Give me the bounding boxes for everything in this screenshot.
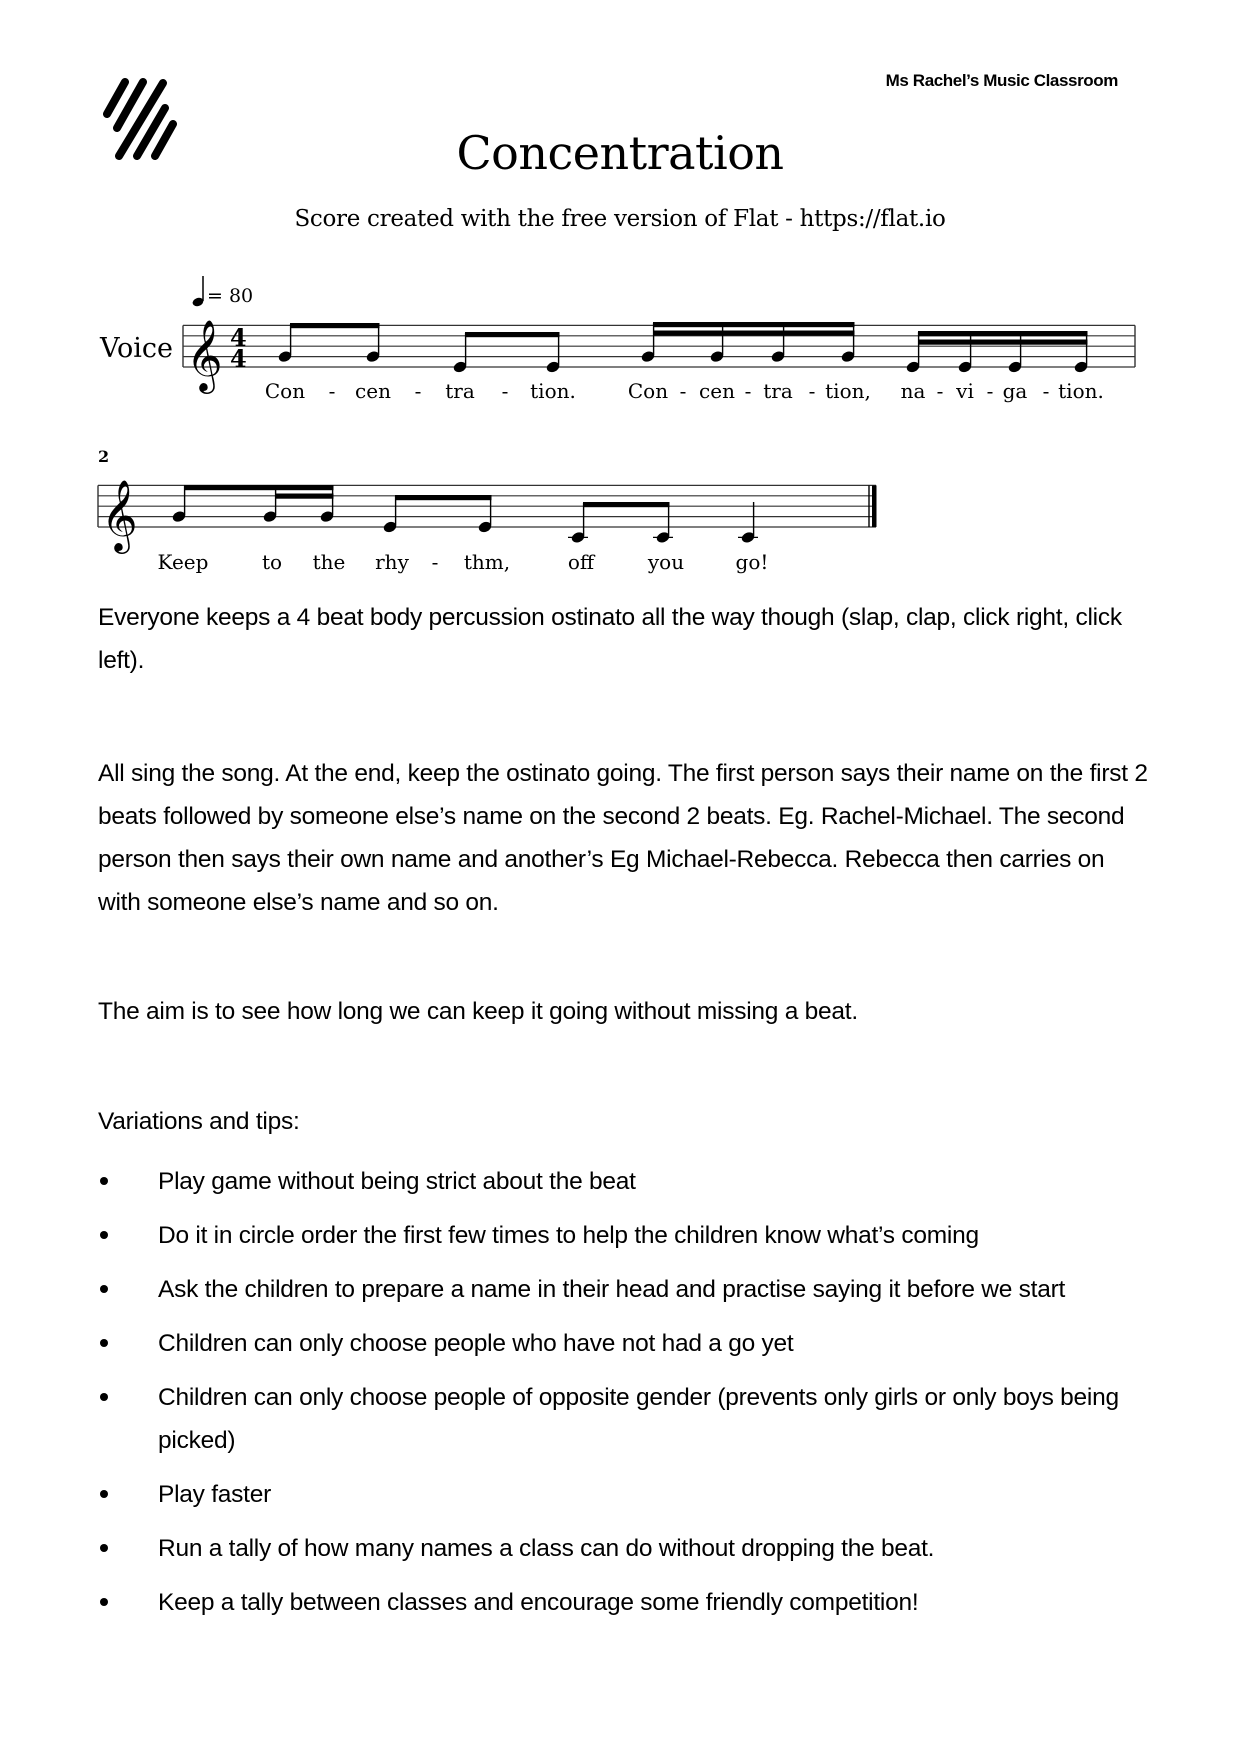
treble-clef-icon: 𝄞 — [186, 318, 223, 391]
bullet-icon — [100, 1393, 108, 1401]
lyric-syllable: - — [328, 379, 336, 403]
lyric-syllable: cen — [355, 379, 391, 403]
lyric-syllable: tion. — [1058, 379, 1104, 403]
lyrics-system-2 — [158, 550, 769, 574]
tip-item — [98, 1268, 1148, 1311]
tip-item — [98, 1376, 1148, 1462]
tip-item — [98, 1581, 1148, 1624]
note-beam — [465, 332, 560, 337]
lyric-syllable: - — [744, 379, 752, 403]
lyric-syllable: tra — [763, 379, 793, 403]
tip-text: Children can only choose people of opposite gender (prevents only girls or only boys being picked) — [158, 1384, 1119, 1454]
lyric-syllable: Con — [264, 379, 306, 403]
note-beam — [275, 494, 334, 499]
lyric-syllable: you — [647, 550, 685, 574]
lyric-syllable: vi — [956, 379, 974, 403]
bullet-icon — [100, 1231, 108, 1239]
tip-item — [98, 1322, 1148, 1365]
lyric-syllable: - — [414, 379, 422, 403]
final-barline-thick — [872, 485, 877, 527]
score-subtitle: Score created with the free version of Flat - https://flat.io — [294, 206, 946, 232]
lyric-syllable: tra — [445, 379, 475, 403]
note-beam — [583, 502, 670, 507]
bullet-icon — [100, 1598, 108, 1606]
tip-text: Run a tally of how many names a class can do without dropping the beat. — [158, 1535, 935, 1562]
lyric-syllable: ga — [1002, 379, 1028, 403]
tip-item — [98, 1473, 1148, 1516]
tips-heading: Variations and tips: — [98, 1108, 300, 1135]
header-text: Ms Rachel’s Music Classroom — [885, 71, 1118, 90]
tip-item — [98, 1527, 1148, 1570]
lyric-syllable: Con — [627, 379, 669, 403]
tip-text: Play game without being strict about the beat — [158, 1168, 636, 1195]
tip-text: Do it in circle order the first few times to help the children know what’s coming — [158, 1222, 979, 1249]
lyric-syllable: - — [431, 550, 439, 574]
note-beam — [184, 485, 334, 490]
note-beam — [918, 331, 1088, 336]
bullet-icon — [100, 1339, 108, 1347]
bullet-icon — [100, 1285, 108, 1293]
tempo-marking — [191, 276, 253, 308]
lyric-syllable: to — [261, 550, 283, 574]
music-score — [0, 0, 1240, 600]
lyric-syllable: - — [986, 379, 994, 403]
tip-text: Keep a tally between classes and encourage some friendly competition! — [158, 1589, 919, 1616]
lyric-syllable: - — [936, 379, 944, 403]
tip-text: Ask the children to prepare a name in their head and practise saying it before we start — [158, 1276, 1066, 1303]
lyric-syllable: - — [679, 379, 687, 403]
lyric-syllable: - — [808, 379, 816, 403]
lyric-syllable: cen — [699, 379, 735, 403]
time-signature-top: 4 — [230, 323, 247, 352]
tempo-value: = 80 — [207, 285, 254, 307]
lyric-syllable: the — [312, 550, 346, 574]
measure-number: 2 — [98, 447, 110, 466]
paragraph-instructions: All sing the song. At the end, keep the ostinato going. The first person says their name on the first 2 beats followed by someone else’s name on the second 2 beats. Eg. Rachel-Michael. The second person then says their own name and another’s Eg Michael-Rebecca. Rebecca then carries on with someone else’s name and so on. — [98, 760, 1148, 916]
tips-list — [98, 1160, 1148, 1635]
note-beam — [290, 323, 380, 328]
tip-item — [98, 1214, 1148, 1257]
lyric-syllable: tion, — [825, 379, 871, 403]
note-beam — [653, 322, 855, 327]
lyric-syllable: thm, — [463, 550, 511, 574]
note-beam — [653, 331, 855, 336]
tip-text: Children can only choose people who have not had a go yet — [158, 1330, 794, 1357]
lyric-syllable: - — [1042, 379, 1050, 403]
bullet-icon — [100, 1544, 108, 1552]
tip-text: Play faster — [158, 1481, 271, 1508]
lyric-syllable: - — [501, 379, 509, 403]
lyric-syllable: tion. — [530, 379, 576, 403]
note-beam — [918, 340, 1088, 345]
treble-clef-icon: 𝄞 — [101, 478, 138, 551]
lyric-syllable: off — [567, 550, 595, 574]
lyric-syllable: go! — [735, 550, 769, 574]
instrument-label: Voice — [100, 333, 174, 364]
bullet-icon — [100, 1490, 108, 1498]
lyric-syllable: Keep — [157, 550, 209, 574]
note-beam — [395, 495, 492, 500]
paragraph-ostinato: Everyone keeps a 4 beat body percussion ostinato all the way though (slap, clap, click right, click left). — [98, 604, 1122, 674]
lyrics-system-1 — [265, 379, 1104, 403]
bullet-icon — [100, 1177, 108, 1185]
score-title: Concentration — [456, 126, 784, 180]
lyric-syllable: na — [900, 379, 926, 403]
tip-item — [98, 1160, 1148, 1203]
paragraph-aim: The aim is to see how long we can keep it going without missing a beat. — [98, 998, 858, 1025]
lyric-syllable: rhy — [375, 550, 409, 574]
time-signature-bottom: 4 — [230, 344, 247, 373]
staff-system-2 — [98, 478, 877, 554]
